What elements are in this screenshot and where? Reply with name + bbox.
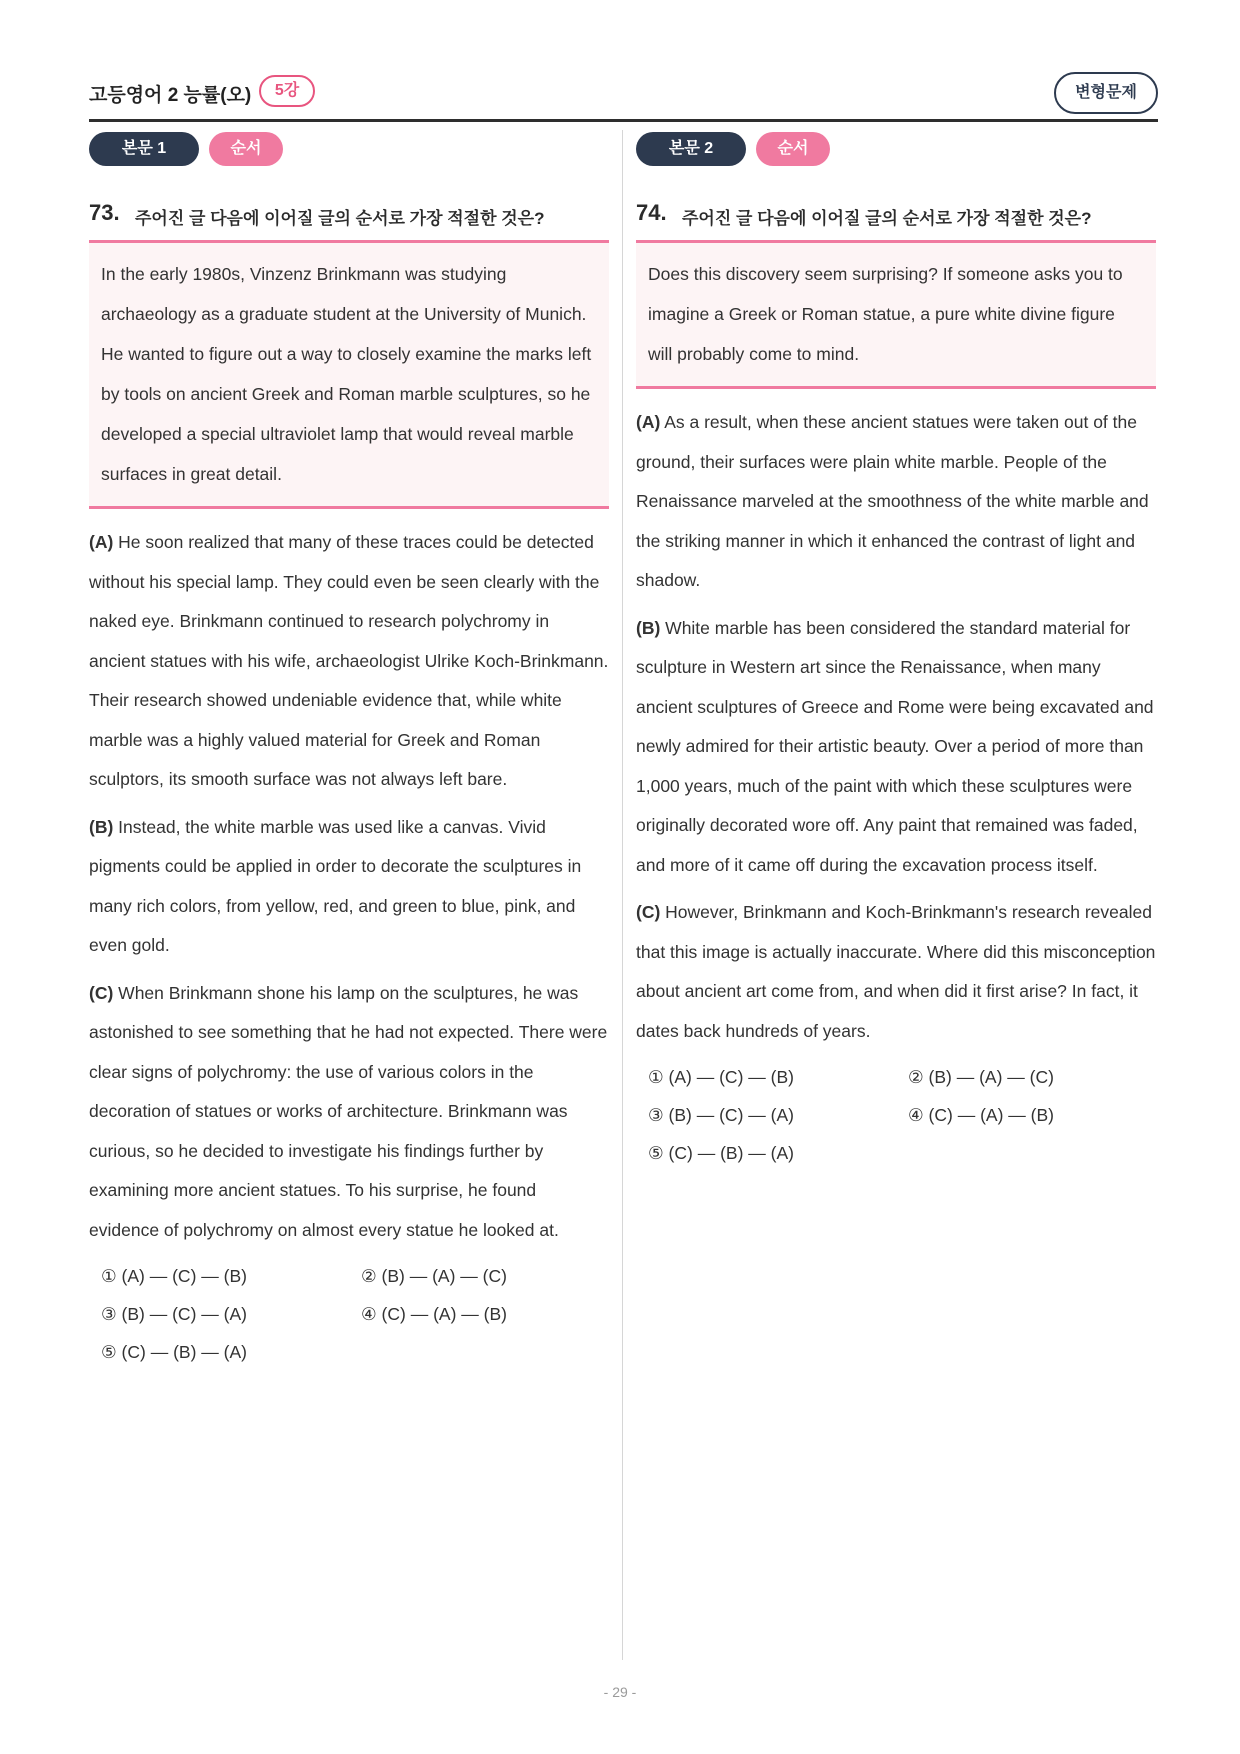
choice-2[interactable]: ② (B) — (A) — (C) xyxy=(908,1067,1054,1087)
paragraph-text: However, Brinkmann and Koch-Brinkmann's research revealed that this image is actually inaccurate. Where did this misconception about ancient art come from, and when did it first arise? In fact, it dates back hundreds of years. xyxy=(636,902,1156,1041)
paragraph-label: (C) xyxy=(89,982,114,1003)
paragraph-label: (C) xyxy=(636,902,661,922)
left-column xyxy=(89,132,609,1386)
choice-5[interactable]: ⑤ (C) — (B) — (A) xyxy=(101,1342,247,1362)
paragraph-text: As a result, when these ancient statues were taken out of the ground, their surfaces were plain white marble. People of the Renaissance marveled at the smoothness of the white marble and the striking manner in which it enhanced the contrast of light and shadow. xyxy=(636,412,1149,590)
right-column xyxy=(636,132,1156,1187)
passage-tag: 본문 1 xyxy=(89,132,199,166)
page-header xyxy=(89,72,1158,120)
paragraph-label: (B) xyxy=(89,816,114,837)
paragraph-b xyxy=(636,609,1156,886)
question-text: 주어진 글 다음에 이어질 글의 순서로 가장 적절한 것은? xyxy=(682,209,1092,228)
question-number: 73. xyxy=(89,200,120,225)
type-tag: 순서 xyxy=(756,132,830,166)
question-type-badge: 변형문제 xyxy=(1054,72,1158,114)
answer-choices xyxy=(636,1067,1156,1187)
question-heading xyxy=(636,200,1156,230)
paragraph-b xyxy=(89,808,609,966)
question-heading xyxy=(89,200,609,230)
page-number: - 29 - xyxy=(603,1684,637,1700)
type-tag: 순서 xyxy=(209,132,283,166)
header-divider xyxy=(89,119,1158,122)
column-divider xyxy=(622,130,623,1660)
question-text: 주어진 글 다음에 이어질 글의 순서로 가장 적절한 것은? xyxy=(135,209,545,228)
paragraph-label: (A) xyxy=(636,412,661,432)
given-passage: Does this discovery seem surprising? If someone asks you to imagine a Greek or Roman statue, a pure white divine figure will probably come to mind. xyxy=(636,240,1156,389)
question-number: 74. xyxy=(636,200,667,225)
lesson-badge: 5강 xyxy=(259,75,315,107)
choice-3[interactable]: ③ (B) — (C) — (A) xyxy=(648,1105,794,1125)
paragraph-label: (A) xyxy=(89,532,114,552)
paragraph-c xyxy=(89,974,609,1251)
paragraph-label: (B) xyxy=(636,617,661,638)
choice-3[interactable]: ③ (B) — (C) — (A) xyxy=(101,1304,247,1324)
paragraph-a xyxy=(89,523,609,800)
paragraph-text: He soon realized that many of these traces could be detected without his special lamp. They could even be seen clearly with the naked eye. Brinkmann continued to research polychromy in ancient statues with his wife, archaeologist Ulrike Koch-Brinkmann. Their research showed undeniable evidence that, while white marble was a highly valued material for Greek and Roman sculptors, its smooth surface was not always left bare. xyxy=(89,532,609,789)
paragraph-text: White marble has been considered the standard material for sculpture in Western art since the Renaissance, when many ancient sculptures of Greece and Rome were being excavated and newly admired for their artistic beauty. Over a period of more than 1,000 years, much of the paint with which these sculptures were originally decorated wore off. Any paint that remained was faded, and more of it came off during the excavation process itself. xyxy=(636,617,1154,875)
choice-4[interactable]: ④ (C) — (A) — (B) xyxy=(908,1105,1054,1125)
paragraph-text: When Brinkmann shone his lamp on the sculptures, he was astonished to see something that he had not expected. There were clear signs of polychromy: the use of various colors in the decoration of statues or works of architecture. Brinkmann was curious, so he decided to investigate his findings further by examining more ancient statues. To his surprise, he found evidence of polychromy on almost every statue he looked at. xyxy=(89,982,608,1240)
answer-choices xyxy=(89,1266,609,1386)
choice-5[interactable]: ⑤ (C) — (B) — (A) xyxy=(648,1143,794,1163)
right-tags xyxy=(636,132,1156,168)
given-passage: In the early 1980s, Vinzenz Brinkmann was studying archaeology as a graduate student at the University of Munich. He wanted to figure out a way to closely examine the marks left by tools on ancient Greek and Roman marble sculptures, so he developed a special ultraviolet lamp that would reveal marble surfaces in great detail. xyxy=(89,240,609,509)
choice-2[interactable]: ② (B) — (A) — (C) xyxy=(361,1266,507,1286)
paragraph-text: Instead, the white marble was used like a canvas. Vivid pigments could be applied in order to decorate the sculptures in many rich colors, from yellow, red, and green to blue, pink, and even gold. xyxy=(89,816,582,955)
book-title: 고등영어 2 능률(오) xyxy=(89,85,252,106)
choice-1[interactable]: ① (A) — (C) — (B) xyxy=(101,1266,247,1286)
choice-1[interactable]: ① (A) — (C) — (B) xyxy=(648,1067,794,1087)
paragraph-c xyxy=(636,893,1156,1051)
paragraph-a xyxy=(636,403,1156,601)
passage-tag: 본문 2 xyxy=(636,132,746,166)
choice-4[interactable]: ④ (C) — (A) — (B) xyxy=(361,1304,507,1324)
left-tags xyxy=(89,132,609,168)
